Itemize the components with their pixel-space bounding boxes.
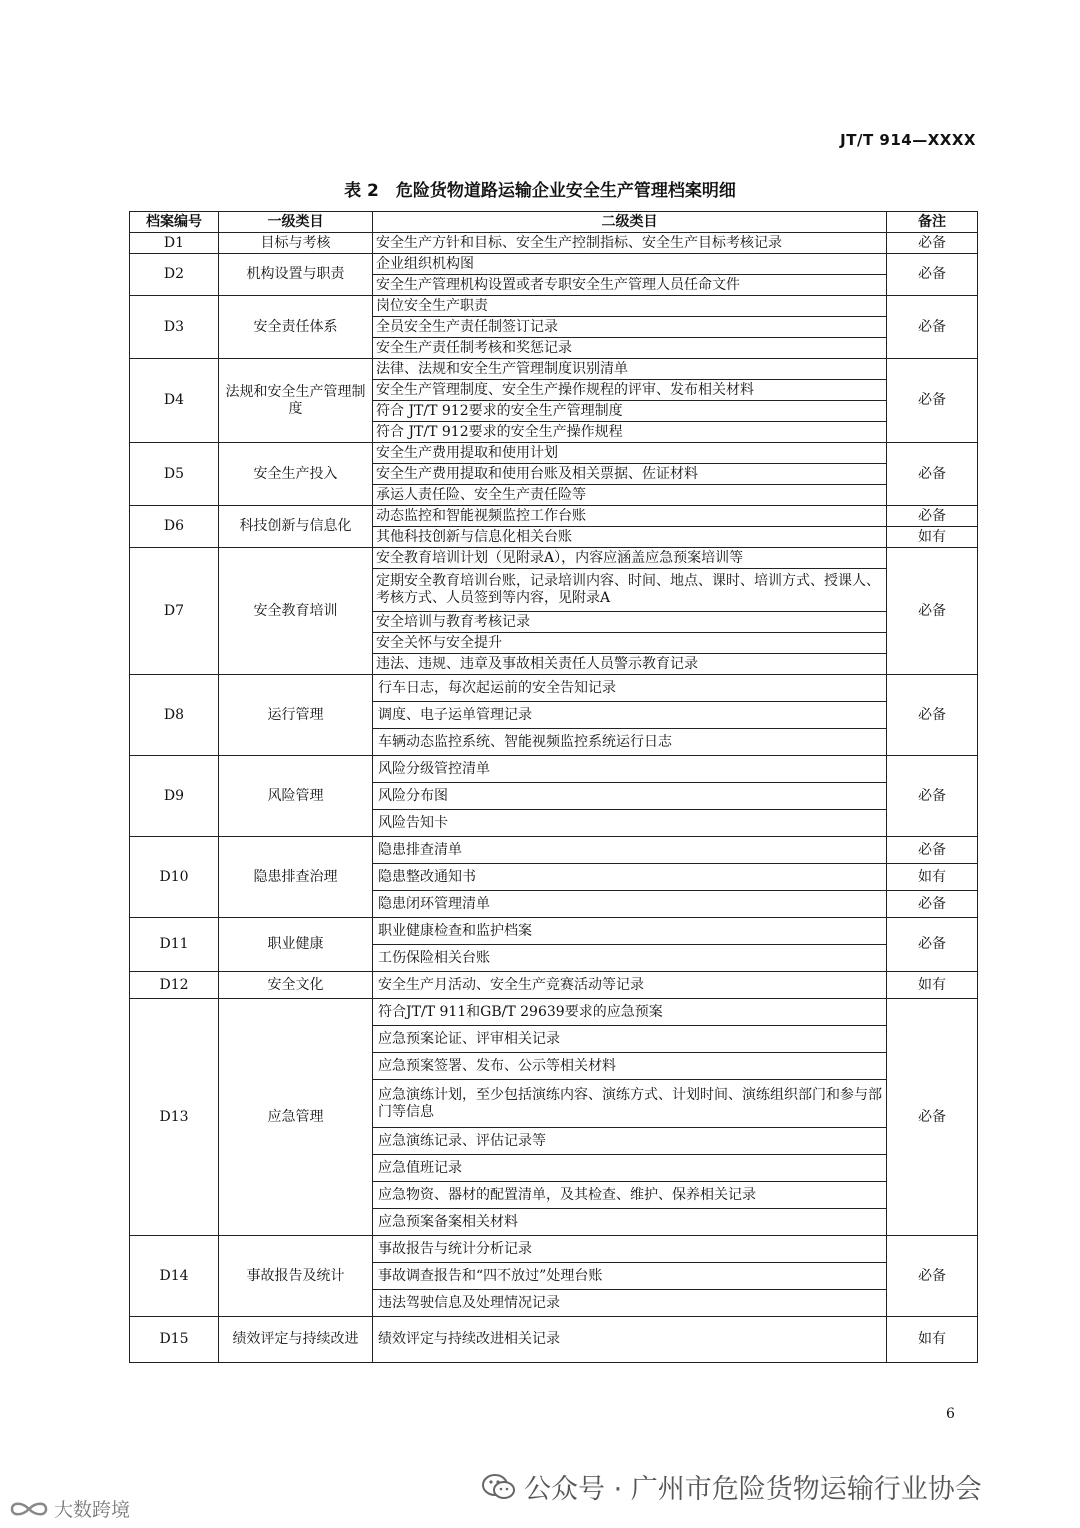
archive-id: D15 xyxy=(130,1317,219,1363)
category-secondary: 工伤保险相关台账 xyxy=(373,945,887,972)
table-row xyxy=(130,1317,978,1363)
category-secondary: 符合JT/T 911和GB/T 29639要求的应急预案 xyxy=(373,999,887,1026)
column-header: 档案编号 xyxy=(130,212,219,233)
table-row xyxy=(130,999,978,1026)
watermark-logo xyxy=(8,1495,130,1522)
note: 必备 xyxy=(887,675,978,756)
category-secondary: 安全关怀与安全提升 xyxy=(373,633,887,654)
standard-code: JT/T 914—XXXX xyxy=(840,131,976,149)
note: 必备 xyxy=(887,254,978,296)
category-primary: 事故报告及统计 xyxy=(219,1236,373,1317)
category-secondary: 全员安全生产责任制签订记录 xyxy=(373,317,887,338)
table-row xyxy=(130,1236,978,1263)
note: 必备 xyxy=(887,233,978,254)
page-number: 6 xyxy=(946,1406,955,1422)
category-secondary: 应急预案论证、评审相关记录 xyxy=(373,1026,887,1053)
note: 必备 xyxy=(887,359,978,443)
category-primary: 运行管理 xyxy=(219,675,373,756)
category-secondary: 承运人责任险、安全生产责任险等 xyxy=(373,485,887,506)
category-primary: 职业健康 xyxy=(219,918,373,972)
category-secondary: 法律、法规和安全生产管理制度识别清单 xyxy=(373,359,887,380)
table-row xyxy=(130,254,978,275)
category-secondary: 应急物资、器材的配置清单，及其检查、维护、保养相关记录 xyxy=(373,1182,887,1209)
note: 必备 xyxy=(887,443,978,506)
category-secondary: 职业健康检查和监护档案 xyxy=(373,918,887,945)
category-secondary: 其他科技创新与信息化相关台账 xyxy=(373,527,887,548)
category-primary: 机构设置与职责 xyxy=(219,254,373,296)
category-secondary: 绩效评定与持续改进相关记录 xyxy=(373,1317,887,1363)
infinity-logo-icon xyxy=(8,1498,50,1520)
note: 必备 xyxy=(887,891,978,918)
column-header: 一级类目 xyxy=(219,212,373,233)
category-primary: 应急管理 xyxy=(219,999,373,1236)
watermark-text: 公众号 · 广州市危险货物运输行业协会 xyxy=(524,1474,982,1505)
category-secondary: 符合 JT/T 912要求的安全生产管理制度 xyxy=(373,401,887,422)
category-secondary: 安全生产费用提取和使用计划 xyxy=(373,443,887,464)
note: 必备 xyxy=(887,296,978,359)
category-primary: 法规和安全生产管理制度 xyxy=(219,359,373,443)
category-secondary: 隐患排查清单 xyxy=(373,837,887,864)
note: 必备 xyxy=(887,548,978,675)
category-secondary: 企业组织机构图 xyxy=(373,254,887,275)
category-secondary: 风险分布图 xyxy=(373,783,887,810)
table-row xyxy=(130,972,978,999)
category-primary: 绩效评定与持续改进 xyxy=(219,1317,373,1363)
table-row xyxy=(130,443,978,464)
category-secondary: 安全生产责任制考核和奖惩记录 xyxy=(373,338,887,359)
table-row xyxy=(130,837,978,864)
column-header: 备注 xyxy=(887,212,978,233)
category-secondary: 动态监控和智能视频监控工作台账 xyxy=(373,506,887,527)
category-secondary: 调度、电子运单管理记录 xyxy=(373,702,887,729)
table-row xyxy=(130,233,978,254)
archive-id: D10 xyxy=(130,837,219,918)
note: 必备 xyxy=(887,837,978,864)
table-row xyxy=(130,675,978,702)
table-row xyxy=(130,506,978,527)
archive-id: D5 xyxy=(130,443,219,506)
category-secondary: 隐患闭环管理清单 xyxy=(373,891,887,918)
archive-id: D4 xyxy=(130,359,219,443)
archive-id: D3 xyxy=(130,296,219,359)
note: 必备 xyxy=(887,756,978,837)
category-secondary: 应急预案备案相关材料 xyxy=(373,1209,887,1236)
table-row xyxy=(130,359,978,380)
archive-id: D11 xyxy=(130,918,219,972)
note: 如有 xyxy=(887,972,978,999)
archive-id: D2 xyxy=(130,254,219,296)
note: 必备 xyxy=(887,1236,978,1317)
table-row xyxy=(130,756,978,783)
note: 如有 xyxy=(887,864,978,891)
note: 如有 xyxy=(887,1317,978,1363)
archive-id: D1 xyxy=(130,233,219,254)
category-secondary: 风险告知卡 xyxy=(373,810,887,837)
category-secondary: 车辆动态监控系统、智能视频监控系统运行日志 xyxy=(373,729,887,756)
archive-id: D14 xyxy=(130,1236,219,1317)
category-secondary: 安全培训与教育考核记录 xyxy=(373,612,887,633)
watermark-brand: 大数跨境 xyxy=(54,1499,131,1521)
archive-id: D7 xyxy=(130,548,219,675)
note: 必备 xyxy=(887,506,978,527)
archive-id: D6 xyxy=(130,506,219,548)
archive-id: D8 xyxy=(130,675,219,756)
category-secondary: 风险分级管控清单 xyxy=(373,756,887,783)
category-secondary: 定期安全教育培训台账，记录培训内容、时间、地点、课时、培训方式、授课人、考核方式、人员签到等内容，见附录A xyxy=(373,569,887,612)
category-secondary: 违法、违规、违章及事故相关责任人员警示教育记录 xyxy=(373,654,887,675)
category-secondary: 事故调查报告和“四不放过”处理台账 xyxy=(373,1263,887,1290)
archive-id: D9 xyxy=(130,756,219,837)
table-row xyxy=(130,296,978,317)
category-secondary: 安全生产管理制度、安全生产操作规程的评审、发布相关材料 xyxy=(373,380,887,401)
category-secondary: 隐患整改通知书 xyxy=(373,864,887,891)
table-header-row xyxy=(130,212,978,233)
archive-id: D12 xyxy=(130,972,219,999)
category-secondary: 应急预案签署、发布、公示等相关材料 xyxy=(373,1053,887,1080)
category-secondary: 符合 JT/T 912要求的安全生产操作规程 xyxy=(373,422,887,443)
column-header: 二级类目 xyxy=(373,212,887,233)
note: 必备 xyxy=(887,918,978,972)
table-title: 表 2 危险货物道路运输企业安全生产管理档案明细 xyxy=(344,181,736,201)
watermark-wechat xyxy=(482,1467,982,1506)
category-primary: 科技创新与信息化 xyxy=(219,506,373,548)
archive-id: D13 xyxy=(130,999,219,1236)
category-secondary: 岗位安全生产职责 xyxy=(373,296,887,317)
wechat-icon xyxy=(482,1473,516,1501)
table-row xyxy=(130,548,978,569)
category-secondary: 安全教育培训计划（见附录A），内容应涵盖应急预案培训等 xyxy=(373,548,887,569)
category-secondary: 安全生产方针和目标、安全生产控制指标、安全生产目标考核记录 xyxy=(373,233,887,254)
category-primary: 安全教育培训 xyxy=(219,548,373,675)
archive-table xyxy=(129,211,978,1363)
note: 必备 xyxy=(887,999,978,1236)
category-primary: 目标与考核 xyxy=(219,233,373,254)
category-primary: 安全文化 xyxy=(219,972,373,999)
note: 如有 xyxy=(887,527,978,548)
category-primary: 风险管理 xyxy=(219,756,373,837)
category-primary: 安全责任体系 xyxy=(219,296,373,359)
category-secondary: 应急值班记录 xyxy=(373,1155,887,1182)
category-secondary: 安全生产管理机构设置或者专职安全生产管理人员任命文件 xyxy=(373,275,887,296)
category-secondary: 行车日志，每次起运前的安全告知记录 xyxy=(373,675,887,702)
category-secondary: 应急演练记录、评估记录等 xyxy=(373,1128,887,1155)
category-secondary: 事故报告与统计分析记录 xyxy=(373,1236,887,1263)
category-secondary: 应急演练计划，至少包括演练内容、演练方式、计划时间、演练组织部门和参与部门等信息 xyxy=(373,1080,887,1128)
table-row xyxy=(130,918,978,945)
category-primary: 安全生产投入 xyxy=(219,443,373,506)
category-primary: 隐患排查治理 xyxy=(219,837,373,918)
category-secondary: 安全生产费用提取和使用台账及相关票据、佐证材料 xyxy=(373,464,887,485)
category-secondary: 安全生产月活动、安全生产竞赛活动等记录 xyxy=(373,972,887,999)
category-secondary: 违法驾驶信息及处理情况记录 xyxy=(373,1290,887,1317)
